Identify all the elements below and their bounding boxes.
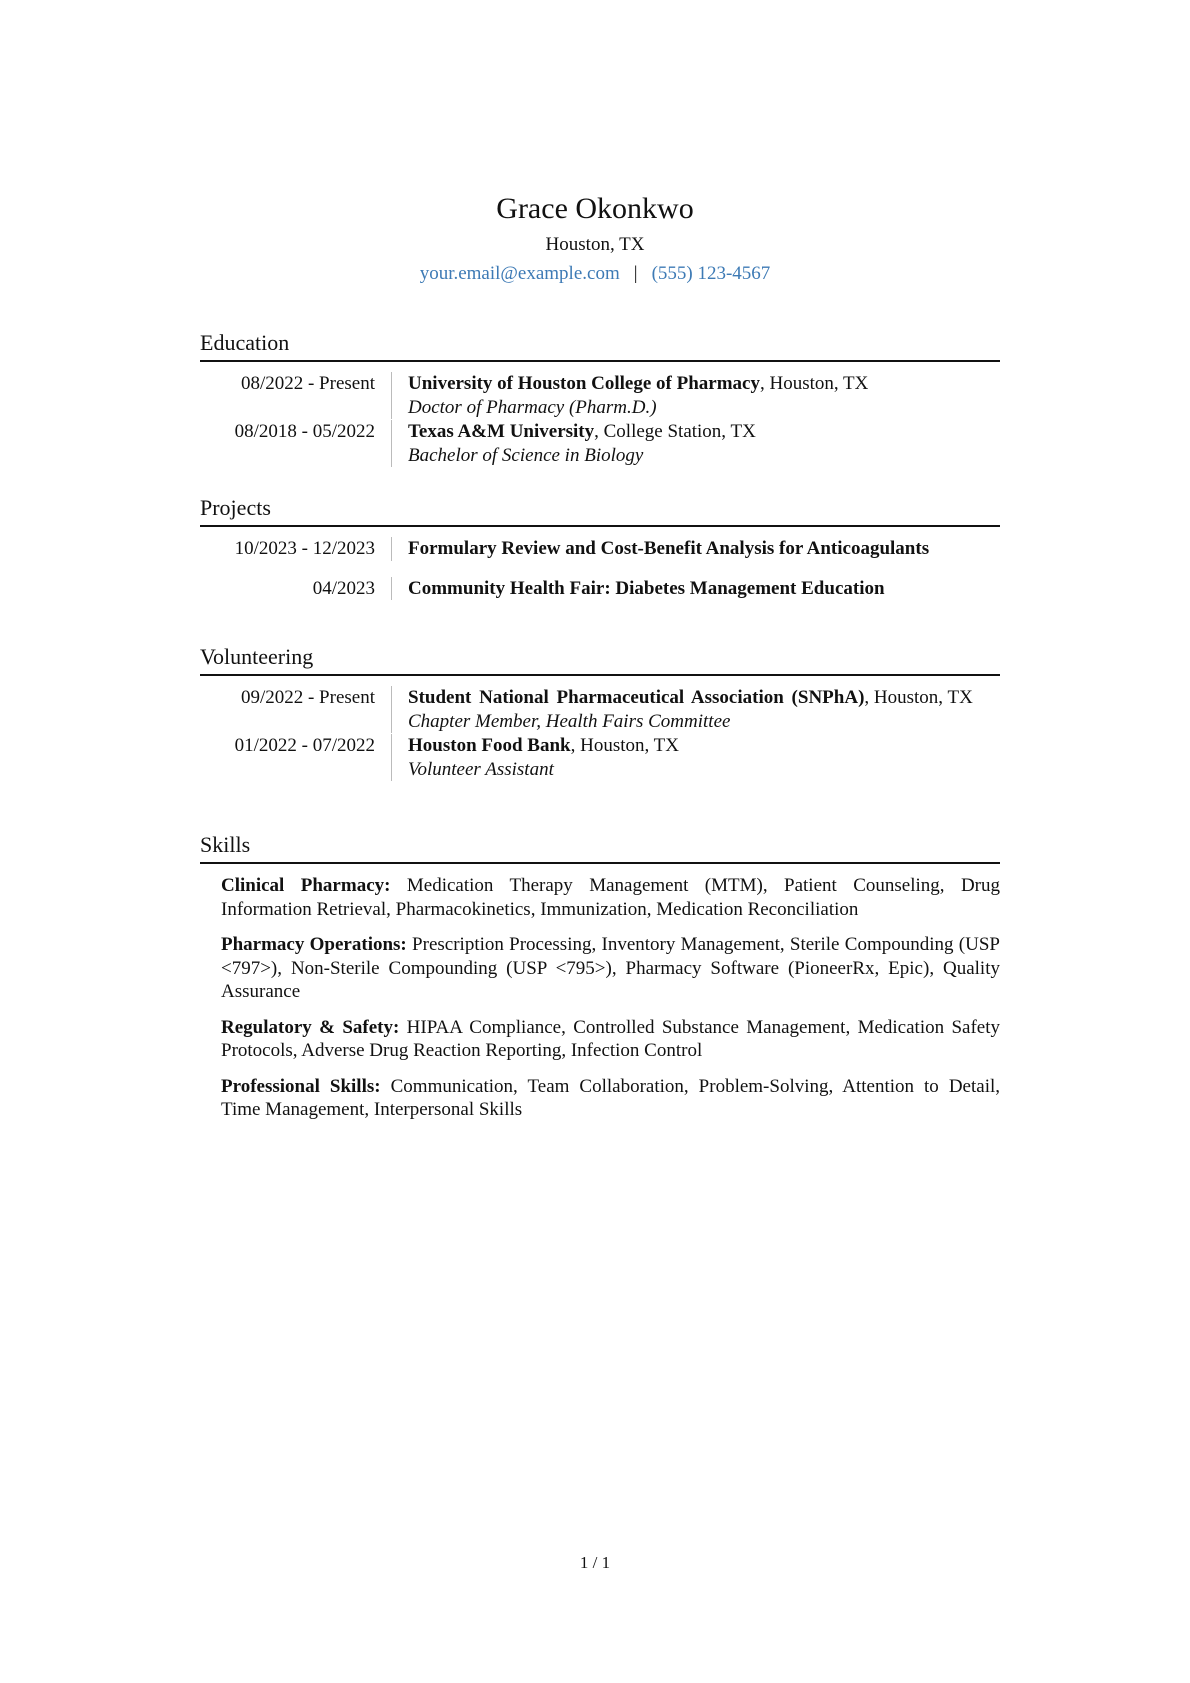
skill-text: Medication Therapy Management (MTM), Patient Counseling, Drug Information Retrieval, Pharmacokinetics, Immunization, Medication Reconciliation [221,875,1000,920]
education-entry [200,420,1000,467]
email-link[interactable]: your.email@example.com [419,263,620,284]
education-section [200,329,1000,467]
skill-group [221,874,1000,921]
entry-detail: Bachelor of Science in Biology [408,444,644,466]
separator: | [633,263,638,284]
phone-link[interactable]: (555) 123-4567 [651,263,771,284]
project-entry [200,577,1000,601]
project-title: Formulary Review and Cost-Benefit Analysis for Anticoagulants [391,537,1000,561]
location: Houston, TX [545,234,645,255]
entry-date: 04/2023 [312,577,375,599]
volunteering-section [200,643,1000,781]
entry-org: University of Houston College of Pharmacy [408,373,760,394]
entry-date: 09/2022 - Present [240,687,375,708]
entry-location: , Houston, TX [759,373,869,394]
volunteering-entry [200,734,1000,781]
section-rule [200,862,1000,864]
project-title: Community Health Fair: Diabetes Management Education [391,577,1000,601]
entry-date: 08/2018 - 05/2022 [234,421,375,442]
section-heading: Volunteering [200,644,314,669]
section-rule [200,674,1000,676]
projects-section [200,494,1000,600]
skill-text: HIPAA Compliance, Controlled Substance Management, Medication Safety Protocols, Adverse Drug Reaction Reporting, Infection Control [221,1016,1000,1061]
skill-group [221,1016,1000,1063]
entry-org: Student National Pharmaceutical Association (SNPhA) [408,687,865,708]
skill-label: Clinical Pharmacy: [221,875,391,896]
skill-text: Prescription Processing, Inventory Management, Sterile Compounding (USP <797>), Non-Sterile Compounding (USP <795>), Pharmacy Software (PioneerRx, Epic), Quality Assurance [221,934,1000,1002]
contact-line [0,263,1190,285]
entry-org: Houston Food Bank [408,735,571,756]
entry-date: 08/2022 - Present [240,373,375,394]
education-entry [200,372,1000,419]
entry-location: , College Station, TX [594,421,756,442]
entry-location: , Houston, TX [570,735,680,756]
skill-label: Regulatory & Safety: [221,1016,400,1038]
entry-date: 10/2023 - 12/2023 [234,538,375,559]
entry-org: Texas A&M University [408,421,595,442]
entry-detail: Chapter Member, Health Fairs Committee [408,710,731,732]
volunteering-entry [200,686,1000,733]
section-heading: Skills [200,832,251,857]
skill-group [221,1075,1000,1122]
skill-label: Pharmacy Operations: [221,934,407,955]
skill-label: Professional Skills: [221,1075,381,1097]
entry-detail: Volunteer Assistant [408,758,554,780]
section-heading: Projects [200,495,271,520]
entry-date: 01/2022 - 07/2022 [234,735,375,756]
section-heading: Education [200,330,290,355]
project-entry [200,537,1000,561]
section-rule [200,360,1000,362]
entry-detail: Doctor of Pharmacy (Pharm.D.) [408,396,657,418]
section-rule [200,525,1000,527]
candidate-name: Grace Okonkwo [496,192,694,225]
skills-section [200,831,1000,1134]
skill-group [221,933,1000,1004]
page-number: 1 / 1 [579,1553,611,1572]
entry-location: , Houston, TX [864,687,973,708]
skill-text: Communication, Team Collaboration, Problem-Solving, Attention to Detail, Time Management, Interpersonal Skills [221,1075,1000,1120]
